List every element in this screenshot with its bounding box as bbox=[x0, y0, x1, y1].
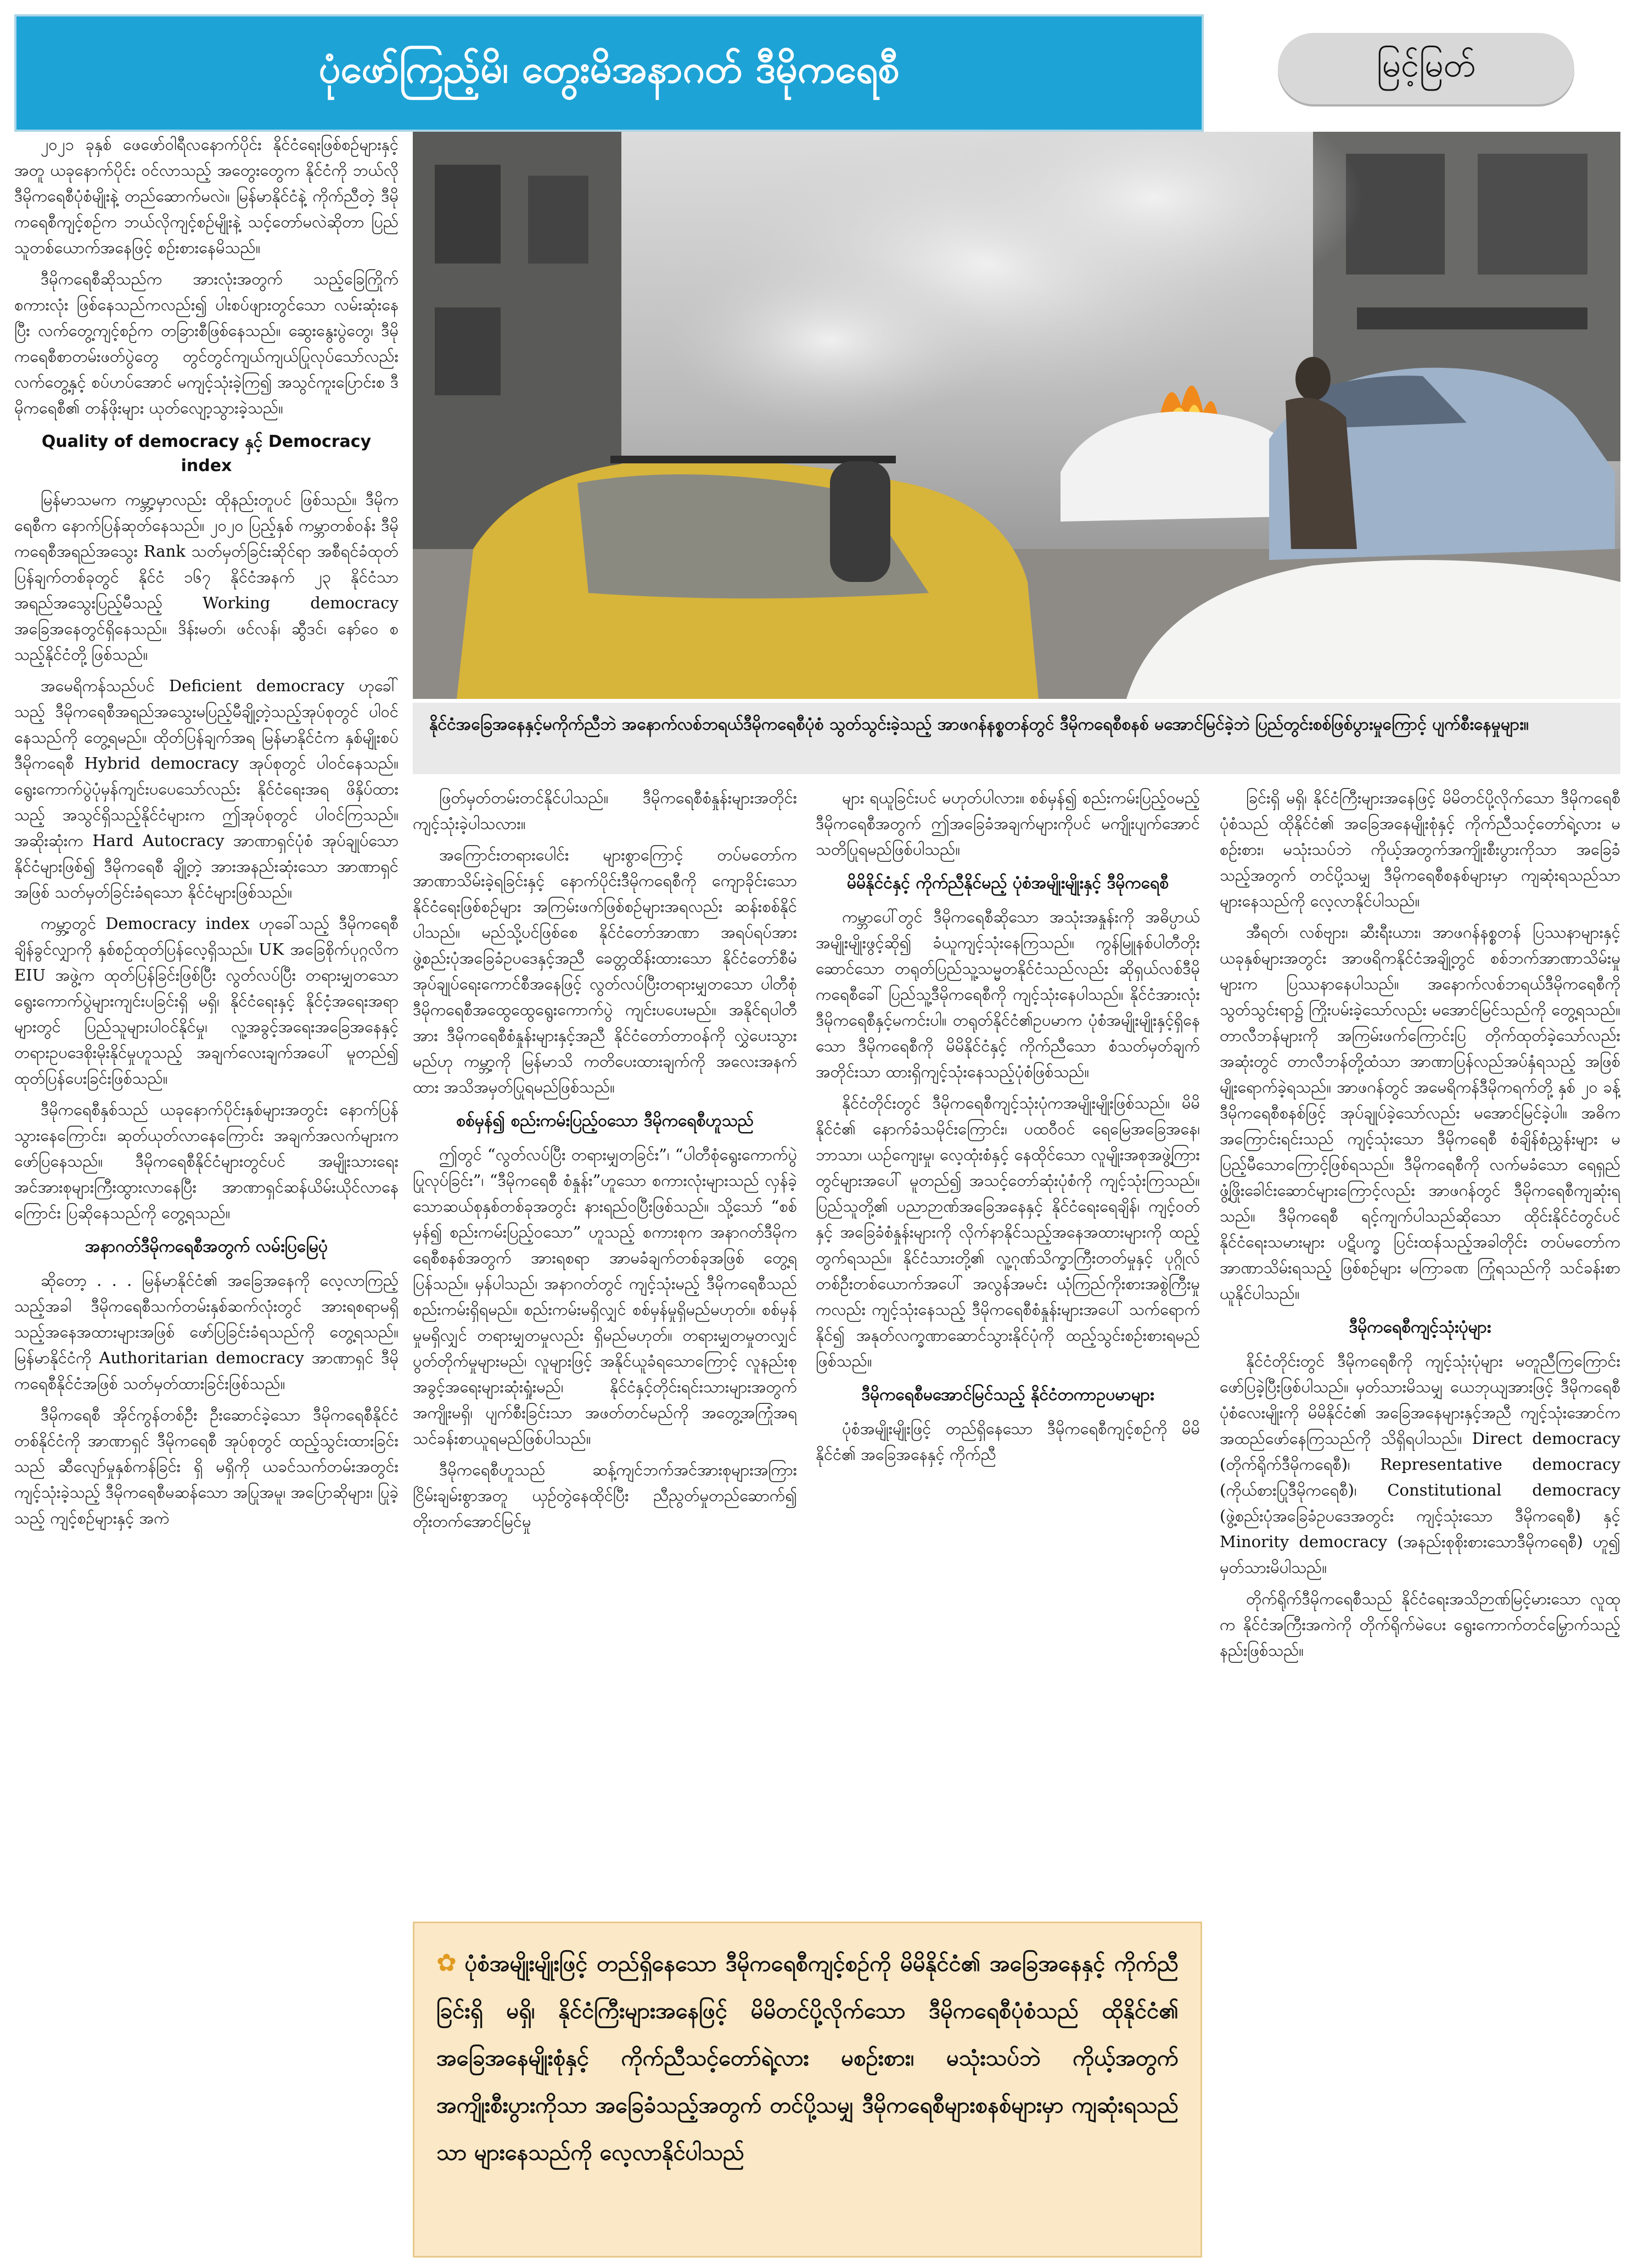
paragraph: နိုင်ငံတိုင်းတွင် ဒီမိုကရေစီကို ကျင့်သုံးပုံများ မတူညီကြကြောင်း ဖော်ပြခဲ့ပြီးဖြစ်ပါသည်။ မှတ်သားမိသမျှ ယေဘုယျအားဖြင့် ဒီမိုကရေစီပုံစံလေးမျိုးကို မိမိနိုင်ငံ၏ အခြေအနေများနှင့်အညီ ကျင့်သုံးအောင်ကအထည်ဖော်နေကြသည်ကို သိရှိရပါသည်။ Direct democracy (တိုက်ရိုက်ဒီမိုကရေစီ)၊ Representative democracy (ကိုယ်စားပြုဒီမိုကရေစီ)၊ Constitutional democracy (ဖွဲ့စည်းပုံအခြေခံဥပဒေအတွင်း ကျင့်သုံးသော ဒီမိုကရေစီ) နှင့် Minority democracy (အနည်းစုစိုးစားသောဒီမိုကရေစီ) ဟူ၍ မှတ်သားမိပါသည်။ bbox=[1220, 1352, 1620, 1577]
section-heading: အနာဂတ်ဒီမိုကရေစီအတွက် လမ်းပြမြေပုံ bbox=[85, 1237, 328, 1256]
article-column-3 bbox=[816, 785, 1200, 1916]
section-heading: Quality of democracy နှင့် Democracy index bbox=[41, 432, 372, 475]
paragraph: ဒီမိုကရေစီ အိုင်ကွန်တစ်ဦး ဦးဆောင်ခဲ့သော ဒီမိုကရေစီနိုင်ငံတစ်နိုင်ငံကို အာဏာရှင် ဒီမိုကရေစီ အုပ်စုတွင် ထည့်သွင်းထားခြင်းသည် ဆီလျော်မှုနှစ်ကန်ခြင်း ရှိ မရှိကို ယခင်သက်တမ်းအတွင်း ကျင့်သုံးခဲ့သည့် ဒီမိုကရေစီမဆန်သော အပြုအမူ၊ အပြောဆိုများ၊ ပြုခဲ့သည့် ကျင့်စဉ်များနှင့် အကဲ bbox=[14, 1405, 399, 1527]
article-column-4 bbox=[1220, 785, 1620, 2256]
paragraph: တိုက်ရိုက်ဒီမိုကရေစီသည် နိုင်ငံရေးအသိဉာဏ်မြင့်မားသော လူထုက နိုင်ငံအကြီးအကဲကို တိုက်ရိုက်မဲပေး ရွေးကောက်တင်မြှောက်သည့် နည်းဖြစ်သည်။ bbox=[1220, 1589, 1620, 1660]
photo-caption: နိုင်ငံအခြေအနေနှင့်မကိုက်ညီဘဲ အနောက်လစ်ဘရယ်ဒီမိုကရေစီပုံစံ သွတ်သွင်းခဲ့သည့် အာဖဂန်နစ္စတန်တွင် ဒီမိုကရေစီစနစ် မအောင်မြင်ခဲ့ဘဲ ပြည်တွင်းစစ်ဖြစ်ပွားမှုကြောင့် ပျက်စီးနေမှုများ။ bbox=[413, 703, 1620, 774]
headline-banner bbox=[14, 14, 1204, 132]
author-name: မြင့်မြတ် bbox=[1376, 46, 1476, 85]
paragraph: ဒီမိုကရေစီဟူသည် ဆန့်ကျင်ဘက်အင်အားစုများအကြား ငြိမ်းချမ်းစွာအတူ ယှဉ်တွဲနေထိုင်ပြီး ညီညွတ်မှုတည်ဆောက်၍ တိုးတက်အောင်မြင်မှု bbox=[413, 1460, 797, 1531]
paragraph: ဆိုတော့ . . . မြန်မာနိုင်ငံ၏ အခြေအနေကို လေ့လာကြည့်သည့်အခါ ဒီမိုကရေစီသက်တမ်းနှစ်ဆက်လုံးတွင် အားရစရာမရှိသည့်အနေအထားများအဖြစ် ဖော်ပြခြင်းခံရသည်ကို တွေ့ရသည်။ မြန်မာနိုင်ငံကို Authoritarian democracy အာဏာရှင် ဒီမိုကရေစီနိုင်ငံအဖြစ် သတ်မှတ်ထားခြင်းဖြစ်သည်။ bbox=[14, 1271, 399, 1393]
paragraph: ဤတွင် “လွတ်လပ်ပြီး တရားမျှတခြင်း”၊ “ပါတီစုံရွေးကောက်ပွဲပြုလုပ်ခြင်း”၊ “ဒီမိုကရေစီ စံနှုန်း”ဟူသော စကားလုံးများသည် လှန်ခဲ့သောဆယ်စုနှစ်တစ်ခုအတွင်း နားရည်ဝပြီးဖြစ်သည်။ သို့သော် “စစ်မှန်၍ စည်းကမ်းပြည့်ဝသော” ဟူသည့် စကားစုက အနာဂတ်ဒီမိုကရေစီစနစ်အတွက် အားရစရာ အာမခံချက်တစ်ခုအဖြစ် တွေ့ရပြန်သည်။ မှန်ပါသည်၊ အနာဂတ်တွင် ကျင့်သုံးမည့် ဒီမိုကရေစီသည် စည်းကမ်းရှိရမည်။ စည်းကမ်းမရှိလျှင် စစ်မှန်မှုရှိမည်မဟုတ်။ စစ်မှန်မှုမရှိလျှင် တရားမျှတမှုလည်း ရှိမည်မဟုတ်။ တရားမျှတမှုတလျှင် ပွတ်တိုက်မှုများမည်၊ လူများဖြင့် အနိုင်ယူခံရသောကြောင့် လူနည်းစုအခွင့်အရေးများဆုံးရှုံးမည်၊ နိုင်ငံနှင့်တိုင်းရင်းသားများအတွက် အကျိုးမရှိ၊ ပျက်စီးခြင်းသာ အဖတ်တင်မည်ကို အတွေ့အကြုံအရ သင်ခန်းစာယူရမည်ဖြစ်ပါသည်။ bbox=[413, 1145, 797, 1448]
pull-quote-text: ပုံစံအမျိုးမျိုးဖြင့် တည်ရှိနေသော ဒီမိုကရေစီကျင့်စဉ်ကို မိမိနိုင်ငံ၏ အခြေအနေနှင့် ကိုက်ညီခြင်းရှိ မရှိ၊ နိုင်ငံကြီးများအနေဖြင့် မိမိတင်ပို့လိုက်သော ဒီမိုကရေစီပုံစံသည် ထိုနိုင်ငံ၏ အခြေအနေမျိုးစုံနှင့် ကိုက်ညီသင့်တော်ရဲ့လား မစဉ်းစား၊ မသုံးသပ်ဘဲ ကိုယ့်အတွက် အကျိုးစီးပွားကိုသာ အခြေခံသည့်အတွက် တင်ပို့သမျှ ဒီမိုကရေစီများစနစ်များမှာ ကျဆုံးရသည်သာ များနေသည်ကို လေ့လာနိုင်ပါသည် bbox=[436, 1951, 1179, 2165]
headline: ပုံဖော်ကြည့်မိ၊ တွေးမိအနာဂတ် ဒီမိုကရေစီ bbox=[318, 46, 900, 92]
section-heading: ဒီမိုကရေစီမအောင်မြင်သည့် နိုင်ငံတကာဥပမာများ bbox=[861, 1385, 1154, 1404]
paragraph: ခြင်းရှိ မရှိ၊ နိုင်ငံကြီးများအနေဖြင့် မိမိတင်ပို့လိုက်သော ဒီမိုကရေစီပုံစံသည် ထိုနိုင်ငံ၏ အခြေအနေမျိုးစုံနှင့် ကိုက်ညီသင့်တော်ရဲ့လား မစဉ်းစား၊ မသုံးသပ်ဘဲ ကိုယ့်အတွက်အကျိုးစီးပွားကိုသာ အခြေခံသည့်အတွက် တင်ပို့သမျှ ဒီမိုကရေစီစနစ်များမှာ ကျဆုံးရသည်သာ များနေသည်ကို လေ့လာနိုင်ပါသည်။ bbox=[1220, 788, 1620, 910]
flower-bullet-icon: ✿ bbox=[436, 1949, 458, 1977]
pull-quote bbox=[413, 1922, 1202, 2258]
section-heading: မိမိနိုင်ငံနှင့် ကိုက်ညီနိုင်မည့် ပုံစံအမျိုးမျိုးနှင့် ဒီမိုကရေစီ bbox=[846, 873, 1169, 893]
paragraph: အမေရိကန်သည်ပင် Deficient democracy ဟုခေါ်သည့် ဒီမိုကရေစီအရည်အသွေးမပြည့်မီချို့တဲ့သည့်အုပ်စုတွင် ပါဝင်နေသည်ကို တွေ့ရမည်။ ထိုတ်ပြန်ချက်အရ မြန်မာနိုင်ငံက နှစ်မျိုးစပ် ဒီမိုကရေစီ Hybrid democracy အုပ်စုတွင် ပါဝင်နေသည်။ ရွေးကောက်ပွဲပုံမှန်ကျင်းပပေသော်လည်း နိုင်ငံရေးအရ ဖိနှိပ်ထားသည့် အသွင်ရှိသည့်နိုင်ငံများက ဤအုပ်စုတွင် ပါဝင်ကြသည်။ အဆိုးဆုံးက Hard Autocracy အာဏာရှင်ပုံစံ အုပ်ချုပ်သောနိုင်ငံများဖြစ်၍ ဒီမိုကရေစီ ချို့တဲ့ အားအနည်းဆုံးသော အာဏာရှင်အဖြစ် သတ်မှတ်ခြင်းခံရသော နိုင်ငံများဖြစ်သည်။ bbox=[14, 676, 399, 901]
paragraph: မြန်မာသမက ကမ္ဘာ့မှာလည်း ထိုနည်းတူပင် ဖြစ်သည်။ ဒီမိုကရေစီက နောက်ပြန်ဆုတ်နေသည်။ ၂၀၂၀ ပြည့်နှစ် ကမ္ဘာတစ်ဝန်း ဒီမိုကရေစီအရည်အသွေး Rank သတ်မှတ်ခြင်းဆိုင်ရာ အစီရင်ခံထုတ်ပြန်ချက်တစ်ခုတွင် နိုင်ငံ ၁၆၇ နိုင်ငံအနက် ၂၃ နိုင်ငံသာ အရည်အသွေးပြည့်မီသည့် Working democracy အခြေအနေတွင်ရှိနေသည်။ ဒိန်းမတ်၊ ဖင်လန်၊ ဆွီဒင်၊ နော်ဝေ စသည့်နိုင်ငံတို့ ဖြစ်သည်။ bbox=[14, 490, 399, 664]
paragraph: ကမ္ဘာ့တွင် Democracy index ဟုခေါ်သည့် ဒီမိုကရေစီချိန်ခွင်လျှာကို နှစ်စဉ်ထုတ်ပြန်လေ့ရှိသည်။ UK အခြေစိုက်ပုဂ္ဂလိက EIU အဖွဲ့က ထုတ်ပြန်ခြင်းဖြစ်ပြီး လွတ်လပ်ပြီး တရားမျှတသော ရွေးကောက်ပွဲများကျင်းပခြင်းရှိ မရှိ၊ နိုင်ငံရေးနှင့် နိုင်ငံ့အရေးအရာများတွင် ပြည်သူများပါဝင်နိုင်မှု၊ လူ့အခွင့်အရေးအခြေအနေနှင့် တရားဥပဒေစိုးမိုးနိုင်မှုဟူသည့် အချက်လေးချက်အပေါ် မူတည်၍ ထုတ်ပြန်ပေးခြင်းဖြစ်သည်။ bbox=[14, 914, 399, 1088]
news-photo bbox=[413, 132, 1620, 699]
paragraph: အကြောင်းတရားပေါင်း များစွာကြောင့် တပ်မတော်က အာဏာသိမ်းခဲ့ရခြင်းနှင့် နောက်ပိုင်းဒီမိုကရေစီကို ကျောခိုင်းသော နိုင်ငံရေးဖြစ်စဉ်များ အကြမ်းဖက်ဖြစ်စဉ်များအရလည်း ဆန်းစစ်နိုင်ပါသည်။ မည်သို့ပင်ဖြစ်စေ နိုင်ငံတော်အာဏာ အရပ်ရပ်အား ဖွဲ့စည်းပုံအခြေခံဥပဒေနှင့်အညီ ခေတ္တထိန်းထားသော နိုင်ငံတော်စီမံအုပ်ချုပ်ရေးကောင်စီအနေဖြင့် လွတ်လပ်ပြီးတရားမျှတသော ပါတီစုံဒီမိုကရေစီအထွေထွေရွေးကောက်ပွဲ ကျင်းပပေးမည်။ အနိုင်ရပါတီအား ဒီမိုကရေစီစံနှုန်းများနှင့်အညီ နိုင်ငံတော်တာဝန်ကို လွှဲပေးသွားမည်ဟု ကမ္ဘာ့ကို မြန်မာသိ ကတိပေးထားချက်ကို အလေးအနက်ထား အသိအမှတ်ပြုရမည်ဖြစ်သည်။ bbox=[413, 845, 797, 1096]
paragraph: ၂၀၂၁ ခုနှစ် ဖေဖော်ဝါရီလနောက်ပိုင်း နိုင်ငံရေးဖြစ်စဉ်များနှင့်အတူ ယခုနောက်ပိုင်း ဝင်လာသည့် အတွေးတွေက နိုင်ငံကို ဘယ်လိုဒီမိုကရေစီပုံစံမျိုးနဲ့ တည်ဆောက်မလဲ။ မြန်မာနိုင်ငံနဲ့ ကိုက်ညီတဲ့ ဒီမိုကရေစီကျင့်စဉ်က ဘယ်လိုကျင့်စဉ်မျိုးနဲ့ သင့်တော်မလဲဆိုတာ ပြည်သူတစ်ယောက်အနေဖြင့် စဉ်းစားနေမိသည်။ bbox=[14, 135, 399, 257]
paragraph: အီရတ်၊ လစ်ဗျား၊ ဆီးရီးယား၊ အာဖဂန်နစ္စတန် ပြဿနာများနှင့် ယခုနှစ်များအတွင်း အာဖရိကနိုင်ငံအချို့တွင် စစ်ဘက်အာဏာသိမ်းမှုများက ပြဿနာနေပါသည်။ အနောက်လစ်ဘရယ်ဒီမိုကရေစီကို သွတ်သွင်းရာ၌ ကြိုးပမ်းခဲ့သော်လည်း မအောင်မြင်သည်ကို တွေ့ရသည်။ တာလီဘန်များကို အကြမ်းဖက်ကြောင်းပြ တိုက်ထုတ်ခဲ့သော်လည်း အဆုံးတွင် တာလီဘန်တို့ထံသာ အာဏာပြန်လည်အပ်နှံရသည့် အဖြစ်မျိုးရောက်ခဲ့ရသည်။ အာဖဂန်တွင် အမေရိကန်ဒီမိုကရက်တို့ နှစ် ၂၀ ခန့် ဒီမိုကရေစီစနစ်ဖြင့် အုပ်ချုပ်ခဲ့သော်လည်း မအောင်မြင်ခဲ့ပါ။ အဓိကအကြောင်းရင်းသည် ကျင့်သုံးသော ဒီမိုကရေစီ စံချိန်စံညွှန်းများ မပြည့်မီသောကြောင့်ဖြစ်ရသည်။ ဒီမိုကရေစီကို လက်မခံသော ရေရှည်ဖွံ့ဖြိုးခေါင်းဆောင်များကြောင့်လည်း အာဖဂန်တွင် ဒီမိုကရေစီကျဆုံးရသည်။ ဒီမိုကရေစီ ရင့်ကျက်ပါသည်ဆိုသော ထိုင်းနိုင်ငံတွင်ပင် နိုင်ငံရေးသမားများ ပဋိပက္ခ ပြင်းထန်သည့်အခါတိုင်း တပ်မတော်က အာဏာသိမ်းရသည့် ဖြစ်စဉ်များ မကြာခဏ ကြုံရသည်ကို သင်ခန်းစာယူနိုင်ပါသည်။ bbox=[1220, 923, 1620, 1303]
paragraph: ကမ္ဘာပေါ်တွင် ဒီမိုကရေစီဆိုသော အသုံးအနှုန်းကို အဓိပ္ပာယ်အမျိုးမျိုးဖွင့်ဆို၍ ခံယူကျင့်သုံးနေကြသည်။ ကွန်မြူနစ်ပါတီတိုးဆောင်သော တရုတ်ပြည်သူ့သမ္မတနိုင်ငံသည်လည်း ဆိုရှယ်လစ်ဒီမိုကရေစီခေါ် ပြည်သူ့ဒီမိုကရေစီကို ကျင့်သုံးနေပါသည်။ နိုင်ငံအားလုံး ဒီမိုကရေစီနှင့်မကင်းပါ။ တရုတ်နိုင်ငံ၏ဥပမာက ပုံစံအမျိုးမျိုးနှင့်ရှိနေသော ဒီမိုကရေစီကို မိမိနိုင်ငံနှင့် ကိုက်ညီသော စံသတ်မှတ်ချက်အတိုင်းသာ ထားရှိကျင့်သုံးနေသည့်ပုံစံဖြစ်သည်။ bbox=[816, 908, 1200, 1081]
paragraph: နိုင်ငံတိုင်းတွင် ဒီမိုကရေစီကျင့်သုံးပုံကအမျိုးမျိုးဖြစ်သည်။ မိမိနိုင်ငံ၏ နောက်ခံသမိုင်းကြောင်း၊ ပထဝီဝင် ရေမြေအခြေအနေ၊ ဘာသာ၊ ယဉ်ကျေးမှု၊ လေ့ထုံးစံနှင့် နေထိုင်သော လူမျိုးအစုအဖွဲ့ကြားတွင်များအပေါ် မူတည်၍ အသင့်တော်ဆုံးပုံစံကို ကျင့်သုံးကြသည်။ ပြည်သူတို့၏ ပညာဉာဏ်အခြေအနေနှင့် နိုင်ငံရေးရေချိန်၊ ကျင့်ဝတ်နှင့် အခြေခံစံနှုန်းများကို လိုက်နာနိုင်သည့်အနေအထားများကို ထည့်တွက်ရသည်။ နိုင်ငံသားတို့၏ လူ့ဂုဏ်သိက္ခာကြီးတတ်မှုနှင့် ပုဂ္ဂိုလ်တစ်ဦးတစ်ယောက်အပေါ် အလွန်အမင်း ယုံကြည်ကိုးစားအစွဲကြီးမှုကလည်း ကျင့်သုံးနေသည့် ဒီမိုကရေစီစံနှုန်းများအပေါ် သက်ရောက်နိုင်၍ အနုတ်လက္ခဏာဆောင်သွားနိုင်ပုံကို ထည့်သွင်းစဉ်းစားရမည်ဖြစ်သည်။ bbox=[816, 1094, 1200, 1370]
section-heading: စစ်မှန်၍ စည်းကမ်းပြည့်ဝသော ဒီမိုကရေစီဟူသည် bbox=[456, 1111, 754, 1130]
paragraph: ဒီမိုကရေစီနှစ်သည် ယခုနောက်ပိုင်းနှစ်များအတွင်း နောက်ပြန်သွားနေကြောင်း၊ ဆုတ်ယုတ်လာနေကြောင်း အချက်အလက်များက ဖော်ပြနေသည်။ ဒီမိုကရေစီနိုင်ငံများတွင်ပင် အမျိုးသားရေးအင်အားစုများကြီးထွားလာနေပြီး အာဏာရှင်ဆန်ယိမ်းယိုင်လာနေကြောင်း ပြဆိုနေသည်ကို တွေ့ရသည်။ bbox=[14, 1100, 399, 1222]
paragraph: များ ရယူခြင်းပင် မဟုတ်ပါလား။ စစ်မှန်၍ စည်းကမ်းပြည့်ဝမည့် ဒီမိုကရေစီအတွက် ဤအခြေခံအချက်များကိုပင် မကျိုးပျက်အောင် သတိပြုရမည်ဖြစ်ပါသည်။ bbox=[816, 788, 1200, 859]
paragraph: ပုံစံအမျိုးမျိုးဖြင့် တည်ရှိနေသော ဒီမိုကရေစီကျင့်စဉ်ကို မိမိနိုင်ငံ၏ အခြေအနေနှင့် ကိုက်ညီ bbox=[816, 1419, 1200, 1464]
paragraph: ဖြတ်မှတ်တမ်းတင်နိုင်ပါသည်။ ဒီမိုကရေစီစံနှုန်းများအတိုင်း ကျင့်သုံးခဲ့ပါသလား။ bbox=[413, 788, 797, 833]
paragraph: ဒီမိုကရေစီဆိုသည်က အားလုံးအတွက် သည့်ခြေကြိုက်စကားလုံး ဖြစ်နေသည်ကလည်း၍ ပါးစပ်ဖျားတွင်သော လမ်းဆုံးနေပြီး လက်တွေ့ကျင့်စဉ်က တခြားစီဖြစ်နေသည်။ ဆွေးနွေးပွဲတွေ၊ ဒီမိုကရေစီစာတမ်းဖတ်ပွဲတွေ တွင်တွင်ကျယ်ကျယ်ပြုလုပ်သော်လည်း လက်တွေ့နှင့် စပ်ဟပ်အောင် မကျင့်သုံးခဲ့ကြ၍ အသွင်ကူးပြောင်းစ ဒီမိုကရေစီ၏ တန်ဖိုးများ ယုတ်လျော့သွားခဲ့သည်။ bbox=[14, 270, 399, 417]
section-heading: ဒီမိုကရေစီကျင့်သုံးပုံများ bbox=[1349, 1318, 1491, 1337]
article-column-1 bbox=[14, 132, 399, 2256]
author-byline bbox=[1278, 33, 1574, 104]
article-column-2 bbox=[413, 785, 797, 1916]
street-scene-illustration bbox=[413, 132, 1620, 699]
